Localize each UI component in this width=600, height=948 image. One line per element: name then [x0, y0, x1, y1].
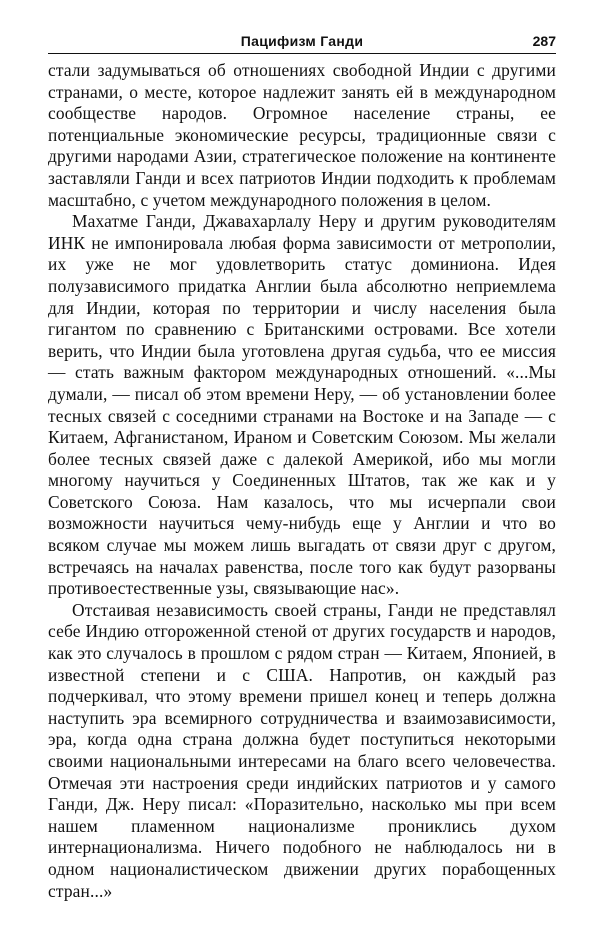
page-number: 287 [532, 33, 556, 49]
book-page [48, 30, 556, 902]
header-rule [48, 53, 556, 54]
running-header [48, 30, 556, 52]
paragraph: Отстаивая независимость своей страны, Ганди не представлял себе Индию отгороженной стеной от других государств и народов, как это случалось в прошлом с рядом стран — Китаем, Японией, в известной степени и с США. Напротив, он каждый раз подчеркивал, что этому времени пришел конец и теперь должна наступить эра всемирного сотрудничества и взаимозависимости, эра, когда одна страна должна будет поступиться некоторыми своими национальными интересами на благо всего человечества. Отмечая эти настроения среди индийских патриотов и у самого Ганди, Дж. Неру писал: «Поразительно, насколько мы при всем нашем пламенном национализме прониклись духом интернационализма. Ничего подобного не наблюдалось ни в одном националистическом движении других порабощенных стран...» [48, 599, 556, 901]
running-title: Пацифизм Ганди [240, 33, 364, 49]
body-text [48, 60, 556, 902]
paragraph-continued: стали задумываться об отношениях свободной Индии с другими странами, о месте, которое надлежит занять ей в международном сообществе народов. Огромное население страны, ее потенциальные экономические ресурсы, традиционные связи с другими народами Азии, стратегическое положение на континенте заставляли Ганди и всех патриотов Индии подходить к проблемам масштабно, с учетом международного положения в целом. [48, 60, 556, 210]
paragraph: Махатме Ганди, Джавахарлалу Неру и другим руководителям ИНК не импонировала любая форма зависимости от метрополии, их уже не мог удовлетворить статус доминиона. Идея полузависимого придатка Англии была абсолютно неприемлема для Индии, которая по территории и числу населения была гигантом по сравнению с Британскими островами. Все хотели верить, что Индии была уготовлена другая судьба, что ее миссия — стать важным фактором международных отношений. «...Мы думали, — писал об этом времени Неру, — об установлении более тесных связей с соседними странами на Востоке и на Западе — с Китаем, Афганистаном, Ираном и Советским Союзом. Мы желали более тесных связей даже с далекой Америкой, ибо мы могли многому научиться у Соединенных Штатов, так же как и у Советского Союза. Нам казалось, что мы исчерпали свои возможности научиться чему-нибудь еще у Англии и что во всяком случае мы можем лишь выгадать от связи друг с другом, встречаясь на началах равенства, после того как будут разорваны противоестественные узы, связывающие нас». [48, 211, 556, 599]
